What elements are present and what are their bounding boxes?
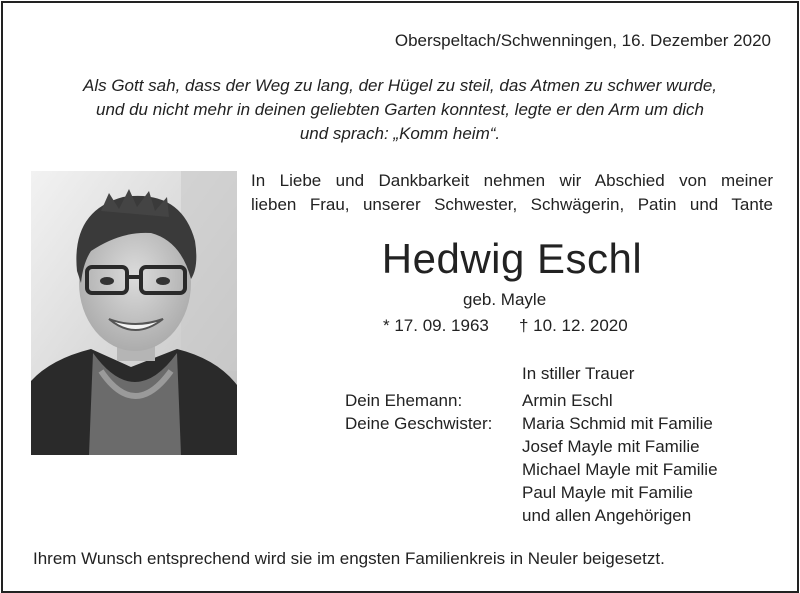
dateline: Oberspeltach/Schwenningen, 16. Dezember 2020 (394, 31, 771, 50)
maiden-name: geb. Mayle (463, 290, 547, 309)
quote-line-2: und du nicht mehr in deinen geliebten Garten konntest, legte er den Arm um dich (96, 100, 704, 119)
spouse-label: Dein Ehemann: (345, 391, 463, 410)
portrait-photo (31, 171, 237, 455)
sibling-entry: Michael Mayle mit Familie (522, 460, 718, 479)
death-date: † 10. 12. 2020 (519, 316, 628, 335)
intro-line-2: lieben Frau, unserer Schwester, Schwägerin, Patin und Tante (251, 195, 773, 214)
sibling-entry: Maria Schmid mit Familie (522, 414, 713, 433)
quote-line-1: Als Gott sah, dass der Weg zu lang, der Hügel zu steil, das Atmen zu schwer wurde, (82, 76, 718, 95)
deceased-name: Hedwig Eschl (381, 235, 643, 282)
portrait-illustration (31, 171, 237, 455)
obituary-notice (1, 1, 799, 593)
relatives-entry: und allen Angehörigen (522, 506, 692, 525)
sibling-entry: Paul Mayle mit Familie (522, 483, 693, 502)
siblings-label: Deine Geschwister: (345, 414, 493, 433)
spouse-name: Armin Eschl (522, 391, 613, 410)
sibling-entry: Josef Mayle mit Familie (522, 437, 700, 456)
burial-note: Ihrem Wunsch entsprechend wird sie im engsten Familienkreis in Neuler beigesetzt. (33, 549, 665, 568)
mourners-heading: In stiller Trauer (522, 364, 635, 383)
quote-line-3: und sprach: „Komm heim“. (299, 124, 501, 143)
birth-date: * 17. 09. 1963 (383, 316, 489, 335)
intro-line-1: In Liebe und Dankbarkeit nehmen wir Abschied von meiner (251, 171, 773, 190)
